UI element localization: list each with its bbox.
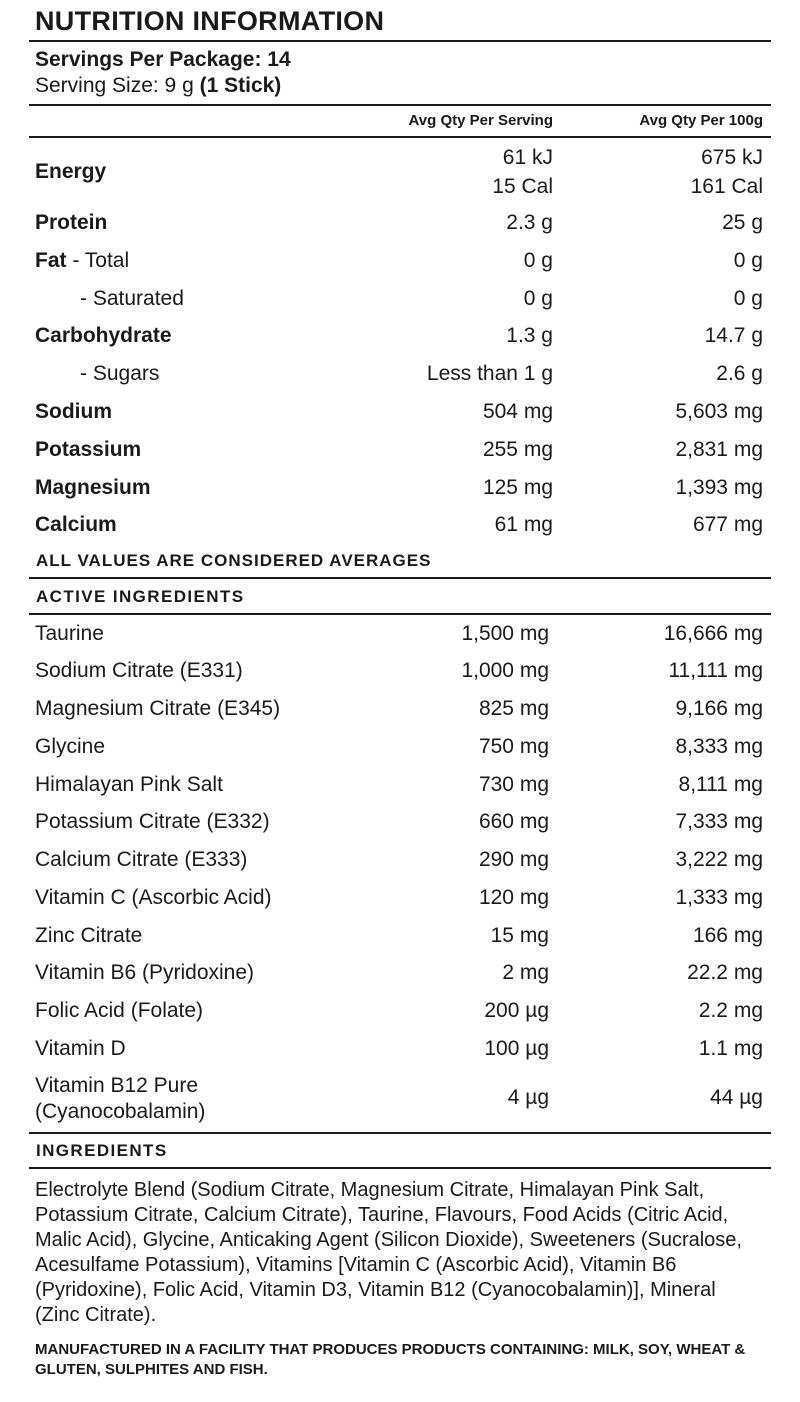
ingredient-row — [0, 728, 800, 766]
ingredient-row — [0, 652, 800, 690]
per-100g-value: 44 µg — [710, 1086, 763, 1109]
nutrient-label: Magnesium — [35, 476, 151, 499]
nutrient-row — [0, 506, 800, 544]
ingredient-label: Vitamin B6 (Pyridoxine) — [35, 961, 255, 984]
ingredient-row — [0, 954, 800, 992]
per-100g-value: 2,831 mg — [675, 438, 763, 461]
per-100g-value: 8,111 mg — [678, 773, 763, 796]
ingredient-row — [0, 1030, 800, 1068]
nutrient-row — [0, 431, 800, 469]
ingredient-label: Potassium Citrate (E332) — [35, 810, 270, 833]
per-100g-value: 675 kJ 161 Cal — [690, 146, 763, 198]
divider — [29, 577, 771, 579]
per-serving-value: 825 mg — [478, 697, 549, 720]
nutrient-label: - Saturated — [80, 287, 184, 310]
per-serving-value: 4 µg — [507, 1086, 549, 1109]
ingredient-label: Vitamin C (Ascorbic Acid) — [35, 886, 272, 909]
nutrient-row — [0, 355, 800, 393]
ingredient-label: Zinc Citrate — [35, 924, 143, 947]
nutrient-label: Carbohydrate — [35, 324, 172, 347]
nutrient-label: Potassium — [35, 438, 142, 461]
ingredient-label: Sodium Citrate (E331) — [35, 659, 243, 682]
per-100g-value: 0 g — [733, 249, 763, 272]
per-serving-value: 1,000 mg — [461, 659, 549, 682]
per-serving-value: 100 µg — [484, 1037, 549, 1060]
per-serving-value: 0 g — [523, 249, 553, 272]
nutrient-row — [0, 242, 800, 280]
per-100g-value: 25 g — [722, 211, 763, 234]
ingredient-row — [0, 690, 800, 728]
per-100g-value: 1,333 mg — [675, 886, 763, 909]
ingredient-row — [0, 879, 800, 917]
panel-title: NUTRITION INFORMATION — [35, 6, 385, 36]
ingredient-label: Glycine — [35, 735, 106, 758]
per-serving-value: 730 mg — [478, 773, 549, 796]
servings-per-package: Servings Per Package: 14 — [35, 48, 291, 71]
serving-size-unit: (1 Stick) — [199, 74, 282, 97]
nutrient-row — [0, 393, 800, 431]
nutrient-row — [0, 141, 800, 203]
divider — [29, 1167, 771, 1169]
divider — [29, 1132, 771, 1134]
nutrient-label: Calcium — [35, 513, 117, 536]
per-serving-value: 660 mg — [478, 810, 549, 833]
per-100g-value: 14.7 g — [704, 324, 763, 347]
nutrient-label: Protein — [35, 211, 108, 234]
divider — [29, 104, 771, 106]
per-serving-value: 2.3 g — [506, 211, 553, 234]
per-serving-value: 504 mg — [482, 400, 553, 423]
averages-note: ALL VALUES ARE CONSIDERED AVERAGES — [36, 551, 432, 570]
per-100g-value: 2.6 g — [716, 362, 763, 385]
per-serving-value: 125 mg — [482, 476, 553, 499]
active-ingredients-heading: ACTIVE INGREDIENTS — [36, 587, 245, 606]
per-serving-value: 200 µg — [484, 999, 549, 1022]
per-serving-value: 255 mg — [482, 438, 553, 461]
nutrient-row — [0, 204, 800, 242]
per-serving-value: 120 mg — [478, 886, 549, 909]
per-serving-value: 2 mg — [502, 961, 549, 984]
ingredient-row — [0, 917, 800, 955]
per-serving-value: 0 g — [523, 287, 553, 310]
ingredient-row — [0, 803, 800, 841]
per-100g-value: 1.1 mg — [698, 1037, 763, 1060]
per-serving-value: 1.3 g — [506, 324, 553, 347]
allergen-warning: MANUFACTURED IN A FACILITY THAT PRODUCES PRODUCTS CONTAINING: MILK, SOY, WHEAT & GLUTEN, SULPHITES AND FISH. — [35, 1341, 746, 1378]
ingredient-label: Magnesium Citrate (E345) — [35, 697, 281, 720]
ingredient-label: Taurine — [35, 622, 104, 645]
nutrient-row — [0, 280, 800, 318]
divider — [29, 40, 771, 42]
ingredient-row — [0, 615, 800, 653]
ingredient-label: Himalayan Pink Salt — [35, 773, 223, 796]
per-100g-value: 2.2 mg — [698, 999, 763, 1022]
column-header-per-100g: Avg Qty Per 100g — [639, 112, 763, 129]
per-100g-value: 9,166 mg — [675, 697, 763, 720]
per-serving-value: 15 mg — [490, 924, 549, 947]
nutrient-label: Sodium — [35, 400, 112, 423]
per-100g-value: 5,603 mg — [675, 400, 763, 423]
ingredient-label: Vitamin D — [35, 1037, 126, 1060]
per-100g-value: 166 mg — [692, 924, 763, 947]
per-serving-value: 290 mg — [478, 848, 549, 871]
per-100g-value: 1,393 mg — [675, 476, 763, 499]
per-serving-value: 61 kJ 15 Cal — [492, 146, 553, 198]
nutrient-label: Fat - Total — [35, 249, 130, 272]
ingredient-label: Vitamin B12 Pure (Cyanocobalamin) — [35, 1074, 206, 1123]
ingredient-row — [0, 1068, 800, 1130]
per-serving-value: Less than 1 g — [426, 362, 553, 385]
nutrient-row — [0, 469, 800, 507]
serving-size-text: Serving Size: 9 g — [35, 74, 194, 97]
column-header-per-serving: Avg Qty Per Serving — [408, 112, 553, 129]
per-100g-value: 7,333 mg — [675, 810, 763, 833]
nutrient-row — [0, 317, 800, 355]
ingredient-row — [0, 992, 800, 1030]
ingredients-heading: INGREDIENTS — [36, 1141, 168, 1160]
per-serving-value: 750 mg — [478, 735, 549, 758]
nutrient-label: Energy — [35, 160, 107, 183]
per-100g-value: 0 g — [733, 287, 763, 310]
per-100g-value: 22.2 mg — [687, 961, 763, 984]
ingredients-list: Electrolyte Blend (Sodium Citrate, Magnesium Citrate, Himalayan Pink Salt, Potassium Citrate, Calcium Citrate), Taurine, Flavours, Food Acids (Citric Acid, Malic Acid), Glycine, Anticaking Agent (Silicon Dioxide), Sweeteners (Sucralose, Acesulfame Potassium), Vitamins [Vitamin C (Ascorbic Acid), Vitamin B6 (Pyridoxine), Folic Acid, Vitamin D3, Vitamin B12 (Cyanocobalamin)], Mineral (Zinc Citrate). — [35, 1179, 742, 1326]
ingredient-row — [0, 841, 800, 879]
per-100g-value: 8,333 mg — [675, 735, 763, 758]
serving-size — [35, 74, 281, 98]
ingredient-label: Calcium Citrate (E333) — [35, 848, 248, 871]
nutrient-label: - Sugars — [80, 362, 160, 385]
per-100g-value: 3,222 mg — [675, 848, 763, 871]
per-100g-value: 16,666 mg — [663, 622, 763, 645]
ingredient-label: Folic Acid (Folate) — [35, 999, 204, 1022]
divider — [29, 136, 771, 138]
per-serving-value: 1,500 mg — [461, 622, 549, 645]
per-100g-value: 11,111 mg — [668, 659, 763, 682]
per-100g-value: 677 mg — [692, 513, 763, 536]
ingredient-row — [0, 766, 800, 804]
per-serving-value: 61 mg — [494, 513, 553, 536]
